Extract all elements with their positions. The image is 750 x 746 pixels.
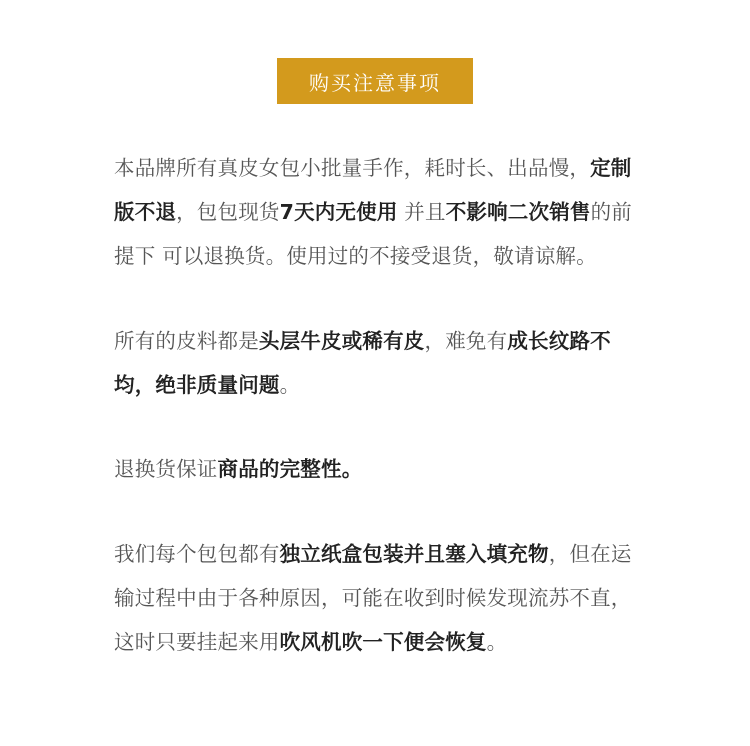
emphasis-segment: 不影响二次销售 xyxy=(445,200,591,224)
text-segment: 我们每个包包都有 xyxy=(114,542,280,566)
emphasis-segment: 成长纹路不均，绝非质量问题 xyxy=(114,329,611,397)
text-segment: 退换货保证 xyxy=(114,457,218,481)
text-segment: 并且 xyxy=(397,200,446,224)
header-wrap xyxy=(0,58,750,104)
text-segment: 。 xyxy=(486,630,508,654)
text-segment: 的前提下 可以退换货。使用过的不接受退货，敬请谅解。 xyxy=(114,200,633,268)
emphasis-segment: 吹风机吹一下便会恢复 xyxy=(279,630,487,654)
emphasis-segment: 7天内无使用 xyxy=(279,200,398,224)
page-title: 购买注意事项 xyxy=(309,70,441,95)
emphasis-segment: 商品的完整性。 xyxy=(217,457,363,481)
page-title-badge xyxy=(277,58,473,104)
notice-paragraph-packaging xyxy=(114,532,639,664)
emphasis-segment: 定制版不退 xyxy=(114,156,632,224)
text-segment: 。 xyxy=(279,373,301,397)
emphasis-segment: 独立纸盒包装并且塞入填充物 xyxy=(279,542,549,566)
notice-paragraph-leather xyxy=(114,319,639,407)
emphasis-segment: 头层牛皮或稀有皮 xyxy=(258,329,425,353)
notice-content xyxy=(114,146,639,664)
notice-paragraph-integrity xyxy=(114,447,639,491)
text-segment: 所有的皮料都是 xyxy=(114,329,259,353)
notice-paragraph-return-policy xyxy=(114,146,639,278)
text-segment: ，包包现货 xyxy=(176,200,280,224)
text-segment: ，难免有 xyxy=(424,329,508,353)
text-segment: 本品牌所有真皮女包小批量手作，耗时长、出品慢， xyxy=(114,156,591,180)
text-segment: ，但在运输过程中由于各种原因，可能在收到时候发现流苏不直，这时只要挂起来用 xyxy=(114,542,632,654)
